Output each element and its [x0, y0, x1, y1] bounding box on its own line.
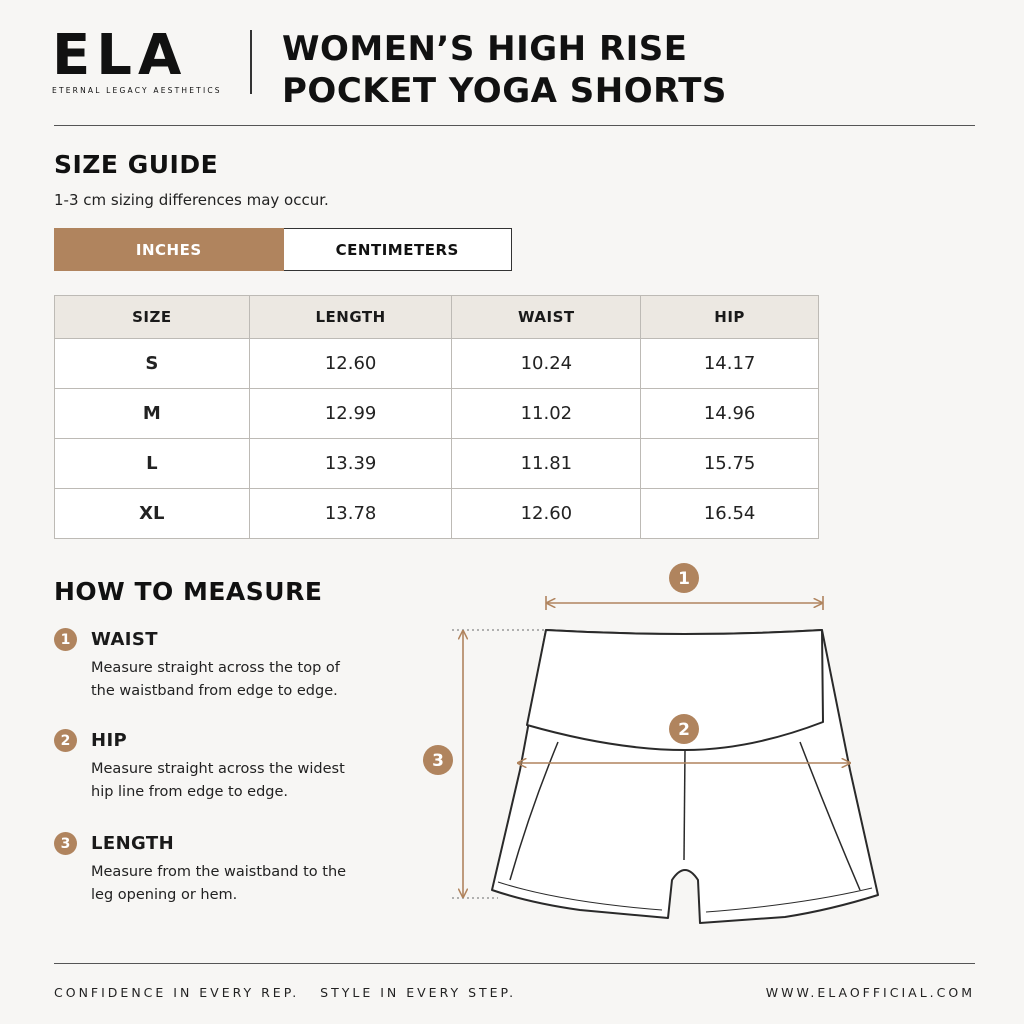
- brand-name: ELA: [52, 23, 188, 88]
- marker-1-label: 1: [678, 569, 690, 589]
- product-title-line2: POCKET YOGA SHORTS: [282, 71, 727, 111]
- length-cell: 13.39: [249, 439, 452, 489]
- step-title: WAIST: [91, 629, 158, 650]
- step-title: HIP: [91, 730, 128, 751]
- size-cell: M: [55, 389, 250, 439]
- table-header-row: [55, 296, 819, 339]
- table-row: [55, 489, 819, 539]
- footer-rule: [54, 963, 975, 964]
- product-title-line1: WOMEN’S HIGH RISE: [282, 29, 688, 69]
- step-number-badge: 3: [54, 832, 77, 855]
- footer-slogan: CONFIDENCE IN EVERY REP. STYLE IN EVERY STEP.: [54, 985, 517, 1000]
- header-divider: [250, 30, 252, 94]
- step-number-badge: 2: [54, 729, 77, 752]
- shorts-diagram: [410, 560, 880, 940]
- marker-2: [669, 714, 699, 744]
- marker-3-label: 3: [432, 751, 444, 771]
- header-length: LENGTH: [249, 296, 452, 339]
- hip-cell: 14.17: [641, 339, 819, 389]
- header-size: SIZE: [55, 296, 250, 339]
- tab-centimeters[interactable]: CENTIMETERS: [284, 228, 513, 271]
- step-title: LENGTH: [91, 833, 175, 854]
- waist-cell: 11.81: [452, 439, 641, 489]
- sizing-note: 1-3 cm sizing differences may occur.: [54, 191, 329, 209]
- waist-cell: 10.24: [452, 339, 641, 389]
- hip-cell: 15.75: [641, 439, 819, 489]
- size-cell: L: [55, 439, 250, 489]
- brand-tagline: ETERNAL LEGACY AESTHETICS: [52, 86, 222, 95]
- table-row: [55, 439, 819, 489]
- marker-3: [423, 745, 453, 775]
- step-length: [54, 832, 361, 907]
- step-description: Measure from the waistband to the leg opening or hem.: [91, 864, 347, 903]
- header-hip: HIP: [641, 296, 819, 339]
- table-row: [55, 389, 819, 439]
- header-rule: [54, 125, 975, 126]
- product-title: [282, 28, 727, 112]
- waist-cell: 12.60: [452, 489, 641, 539]
- length-cell: 12.99: [249, 389, 452, 439]
- unit-toggle: [54, 228, 512, 271]
- brand-logo: [52, 23, 224, 95]
- size-table: [54, 295, 819, 539]
- size-cell: S: [55, 339, 250, 389]
- footer-website-link[interactable]: WWW.ELAOFFICIAL.COM: [765, 985, 975, 1000]
- table-row: [55, 339, 819, 389]
- marker-2-label: 2: [678, 720, 690, 740]
- header-waist: WAIST: [452, 296, 641, 339]
- length-cell: 13.78: [249, 489, 452, 539]
- how-to-measure-title: HOW TO MEASURE: [54, 577, 323, 606]
- length-cell: 12.60: [249, 339, 452, 389]
- step-number-badge: 1: [54, 628, 77, 651]
- step-hip: [54, 729, 361, 804]
- step-description: Measure straight across the widest hip line from edge to edge.: [91, 761, 345, 800]
- center-seam: [684, 750, 685, 860]
- size-guide-title: SIZE GUIDE: [54, 150, 219, 179]
- step-waist: [54, 628, 361, 703]
- step-description: Measure straight across the top of the waistband from edge to edge.: [91, 660, 340, 699]
- tab-inches[interactable]: INCHES: [54, 228, 284, 271]
- marker-1: [669, 563, 699, 593]
- size-cell: XL: [55, 489, 250, 539]
- hip-cell: 16.54: [641, 489, 819, 539]
- hip-cell: 14.96: [641, 389, 819, 439]
- waist-cell: 11.02: [452, 389, 641, 439]
